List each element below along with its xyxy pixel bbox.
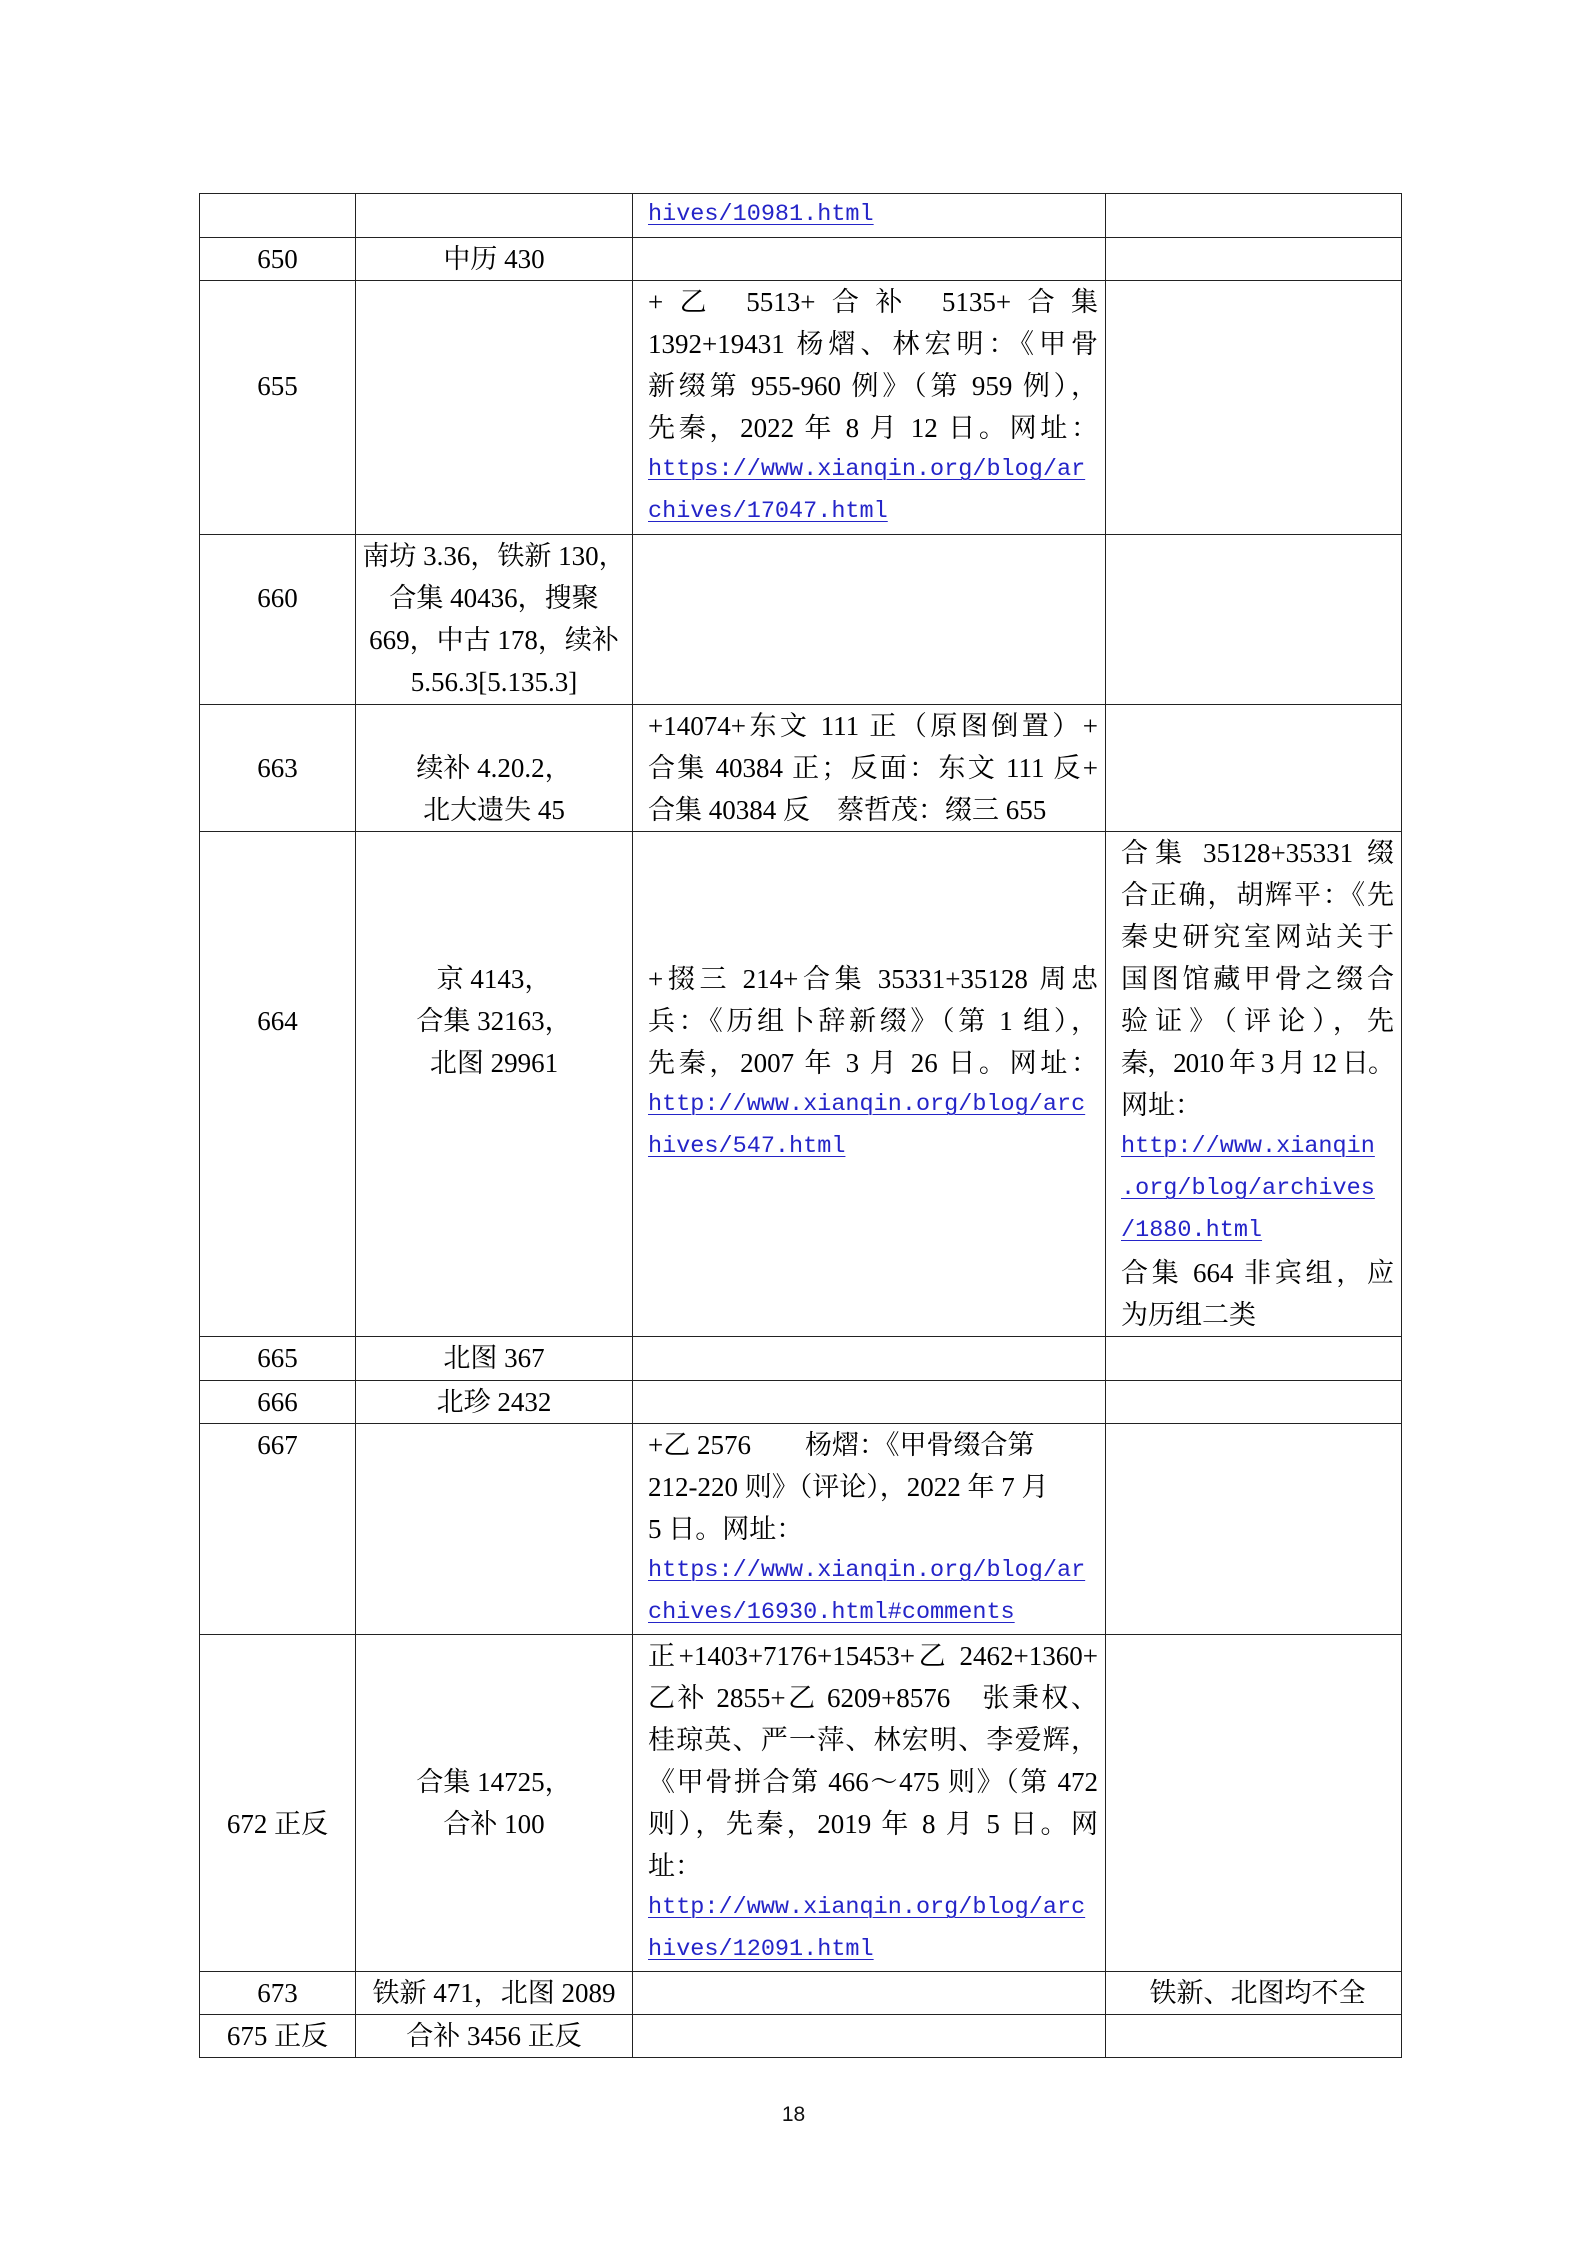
entry-number-cell — [200, 1972, 356, 2015]
join-link[interactable]: http://www.xianqin.org/blog/arc — [648, 1894, 1086, 1921]
note-cell — [1106, 1337, 1402, 1381]
join-link[interactable]: https://www.xianqin.org/blog/ar — [648, 1557, 1086, 1584]
source-cell — [356, 1635, 633, 1972]
entry-number: 664 — [257, 1006, 298, 1036]
entry-number: 673 — [257, 1978, 298, 2008]
join-line: 乙补 2855+乙 6209+8576 张秉权、 — [648, 1683, 1098, 1713]
entry-number: 667 — [257, 1430, 298, 1460]
join-line: 先秦，2007 年 3 月 26 日。网址： — [648, 1048, 1098, 1078]
join-line: 212-220 则》（评论），2022 年 7 月 — [648, 1472, 1049, 1502]
note-line: 铁新、北图均不全 — [1149, 1978, 1366, 2008]
join-link[interactable]: chives/17047.html — [648, 498, 888, 525]
note-line: 合集 664 非宾组，应 — [1121, 1258, 1394, 1288]
source-line: 合集 32163， — [416, 1006, 572, 1036]
join-cell — [633, 1424, 1106, 1635]
entry-number-cell — [200, 238, 356, 281]
table-row — [200, 281, 1402, 535]
source-line: 合补 3456 正反 — [406, 2021, 582, 2051]
entry-number: 666 — [257, 1387, 298, 1417]
table-row — [200, 1424, 1402, 1635]
table-row — [200, 238, 1402, 281]
join-line: +乙 5513+合补 5135+合集 — [648, 287, 1098, 317]
join-line: 新缀第 955-960 例》（第 959 例）， — [648, 371, 1098, 401]
note-cell — [1106, 535, 1402, 705]
join-line: +乙 2576 杨熠：《甲骨缀合第 — [648, 1430, 1035, 1460]
note-line: 秦，2010 年 3 月 12 日。 — [1121, 1048, 1394, 1078]
join-line: 合集 40384 正；反面：东文 111 反+ — [648, 753, 1098, 783]
source-line: 合集 40436，搜聚 — [389, 583, 599, 613]
note-line: 为历组二类 — [1121, 1300, 1256, 1330]
entry-number-cell — [200, 1424, 356, 1635]
oracle-bone-join-table — [199, 193, 1402, 2058]
note-link[interactable]: http://www.xianqin — [1121, 1133, 1375, 1160]
note-line: 合正确，胡辉平：《先 — [1121, 880, 1394, 910]
source-cell — [356, 281, 633, 535]
join-cell — [633, 1337, 1106, 1381]
entry-number-cell — [200, 2015, 356, 2058]
note-cell — [1106, 1381, 1402, 1424]
entry-number: 650 — [257, 244, 298, 274]
table-row — [200, 832, 1402, 1337]
join-line: 合集 40384 反 蔡哲茂：缀三 655 — [648, 795, 1047, 825]
join-line: 址： — [648, 1851, 702, 1881]
source-line: 北珍 2432 — [436, 1387, 552, 1417]
join-cell — [633, 535, 1106, 705]
note-line: 合集 35128+35331 缀 — [1121, 838, 1394, 868]
join-line: 《甲骨拼合第 466～475 则》（第 472 — [648, 1767, 1098, 1797]
source-cell — [356, 1337, 633, 1381]
source-cell — [356, 194, 633, 238]
table-row — [200, 705, 1402, 832]
join-line: 正+1403+7176+15453+乙 2462+1360+ — [648, 1641, 1098, 1671]
table-row — [200, 1635, 1402, 1972]
entry-number-cell — [200, 535, 356, 705]
source-line: 中历 430 — [443, 244, 545, 274]
source-cell — [356, 1424, 633, 1635]
source-line: 南坊 3.36，铁新 130， — [362, 541, 626, 571]
entry-number-cell — [200, 1381, 356, 1424]
entry-number: 663 — [257, 753, 298, 783]
note-cell — [1106, 705, 1402, 832]
entry-number-cell — [200, 832, 356, 1337]
join-link[interactable]: hives/547.html — [648, 1133, 846, 1160]
entry-number-cell — [200, 194, 356, 238]
entry-number: 655 — [257, 371, 298, 401]
source-line: 北图 29961 — [429, 1048, 559, 1078]
source-line: 5.56.3[5.135.3] — [410, 667, 578, 697]
note-cell — [1106, 1635, 1402, 1972]
entry-number-cell — [200, 705, 356, 832]
source-line: 北图 367 — [443, 1343, 545, 1373]
source-line: 铁新 471，北图 2089 — [372, 1978, 616, 2008]
join-line: +14074+东文 111 正（原图倒置）+ — [648, 711, 1098, 741]
note-cell — [1106, 1424, 1402, 1635]
join-link[interactable]: chives/16930.html#comments — [648, 1599, 1015, 1626]
join-link[interactable]: http://www.xianqin.org/blog/arc — [648, 1091, 1086, 1118]
entry-number-cell — [200, 1337, 356, 1381]
source-cell — [356, 2015, 633, 2058]
join-cell — [633, 2015, 1106, 2058]
note-link[interactable]: /1880.html — [1121, 1217, 1263, 1244]
note-link[interactable]: .org/blog/archives — [1121, 1175, 1375, 1202]
source-line: 合补 100 — [443, 1809, 545, 1839]
join-cell — [633, 705, 1106, 832]
join-cell — [633, 238, 1106, 281]
source-line: 合集 14725， — [416, 1767, 572, 1797]
table-row — [200, 1337, 1402, 1381]
source-cell — [356, 705, 633, 832]
join-link[interactable]: https://www.xianqin.org/blog/ar — [648, 456, 1086, 483]
page-number: 18 — [781, 2103, 806, 2126]
join-line: 1392+19431 杨熠、林宏明：《甲骨 — [648, 329, 1098, 359]
source-cell — [356, 832, 633, 1337]
join-line: 则），先秦，2019 年 8 月 5 日。网 — [648, 1809, 1098, 1839]
join-line: 先秦，2022 年 8 月 12 日。网址： — [648, 413, 1098, 443]
note-cell — [1106, 1972, 1402, 2015]
entry-number-cell — [200, 1635, 356, 1972]
source-line: 续补 4.20.2， — [416, 753, 572, 783]
join-cell — [633, 1381, 1106, 1424]
note-cell — [1106, 832, 1402, 1337]
table-row — [200, 2015, 1402, 2058]
entry-number: 665 — [257, 1343, 298, 1373]
join-line: 5 日。网址： — [648, 1514, 804, 1544]
join-line: +掇三 214+合集 35331+35128 周忠 — [648, 964, 1098, 994]
note-cell — [1106, 238, 1402, 281]
join-cell — [633, 1972, 1106, 2015]
source-cell — [356, 535, 633, 705]
table-row — [200, 1381, 1402, 1424]
join-cell — [633, 832, 1106, 1337]
join-link[interactable]: hives/10981.html — [648, 201, 874, 228]
source-line: 京 4143， — [436, 964, 552, 994]
source-cell — [356, 238, 633, 281]
source-line: 北大遗失 45 — [423, 795, 565, 825]
entry-number: 672 正反 — [226, 1809, 329, 1839]
join-cell — [633, 1635, 1106, 1972]
entry-number-cell — [200, 281, 356, 535]
note-line: 国图馆藏甲骨之缀合 — [1121, 964, 1394, 994]
join-link[interactable]: hives/12091.html — [648, 1936, 874, 1963]
note-cell — [1106, 2015, 1402, 2058]
table-row — [200, 535, 1402, 705]
join-cell — [633, 194, 1106, 238]
table-row — [200, 1972, 1402, 2015]
source-cell — [356, 1381, 633, 1424]
entry-number: 660 — [257, 583, 298, 613]
note-line: 秦史研究室网站关于 — [1121, 922, 1394, 952]
entry-number: 675 正反 — [226, 2021, 329, 2051]
table-row — [200, 194, 1402, 238]
source-line: 669，中古 178，续补 — [369, 625, 619, 655]
note-line: 验证》（评论），先 — [1121, 1006, 1394, 1036]
source-cell — [356, 1972, 633, 2015]
note-cell — [1106, 194, 1402, 238]
join-cell — [633, 281, 1106, 535]
note-line: 网址： — [1121, 1090, 1202, 1120]
note-cell — [1106, 281, 1402, 535]
join-line: 兵：《历组卜辞新缀》（第 1 组）， — [648, 1006, 1098, 1036]
join-line: 桂琼英、严一萍、林宏明、李爱辉， — [648, 1725, 1098, 1755]
